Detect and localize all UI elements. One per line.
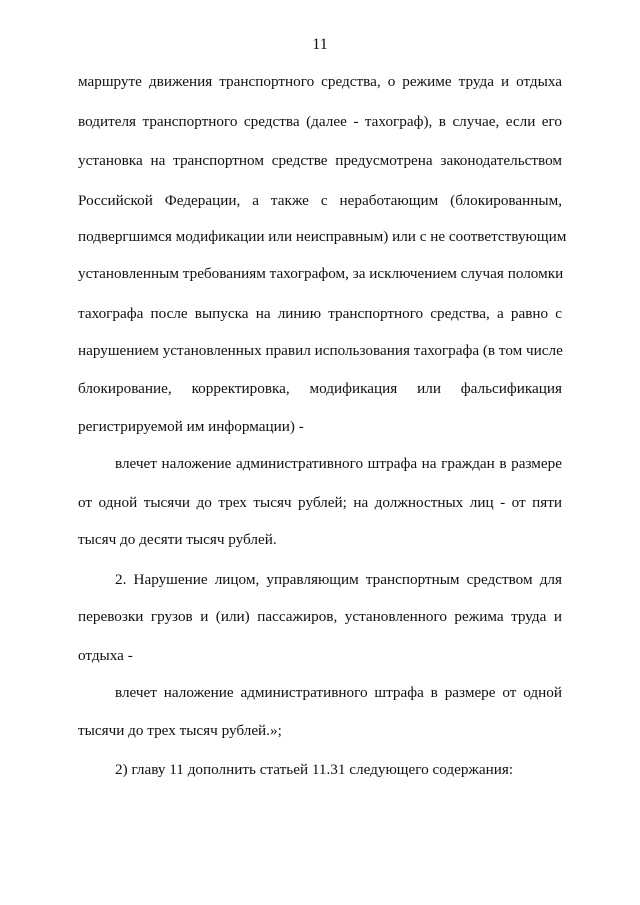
text-line: влечет наложение административного штрафа на граждан в размере xyxy=(115,455,562,472)
text-line: регистрируемой им информации) - xyxy=(78,418,304,435)
text-line: установленным требованиям тахографом, за исключением случая поломки xyxy=(78,265,564,282)
text-line: нарушением установленных правил использования тахографа (в том числе xyxy=(78,342,563,359)
text-line: тысячи до трех тысяч рублей.»; xyxy=(78,722,282,739)
text-line: перевозки грузов и (или) пассажиров, установленного режима труда и xyxy=(78,608,562,625)
text-line: подвергшимся модификации или неисправным) или с не соответствующим xyxy=(78,228,567,245)
page-number: 11 xyxy=(312,36,328,53)
text-line: водителя транспортного средства (далее - тахограф), в случае, если его xyxy=(78,113,562,130)
text-line: Российской Федерации, а также с неработающим (блокированным, xyxy=(78,192,562,209)
text-line: 2) главу 11 дополнить статьей 11.31 следующего содержания: xyxy=(115,761,514,778)
text-line: тахографа после выпуска на линию транспортного средства, а равно с xyxy=(78,305,562,322)
text-line: 2. Нарушение лицом, управляющим транспортным средством для xyxy=(115,571,562,588)
text-line: от одной тысячи до трех тысяч рублей; на должностных лиц - от пяти xyxy=(78,494,562,511)
text-line: тысяч до десяти тысяч рублей. xyxy=(78,531,277,548)
text-line: отдыха - xyxy=(78,647,133,664)
text-line: влечет наложение административного штрафа в размере от одной xyxy=(115,684,562,701)
text-line: блокирование, корректировка, модификация или фальсификация xyxy=(78,380,562,397)
text-line: маршруте движения транспортного средства, о режиме труда и отдыха xyxy=(78,73,562,90)
text-line: установка на транспортном средстве предусмотрена законодательством xyxy=(78,152,562,169)
